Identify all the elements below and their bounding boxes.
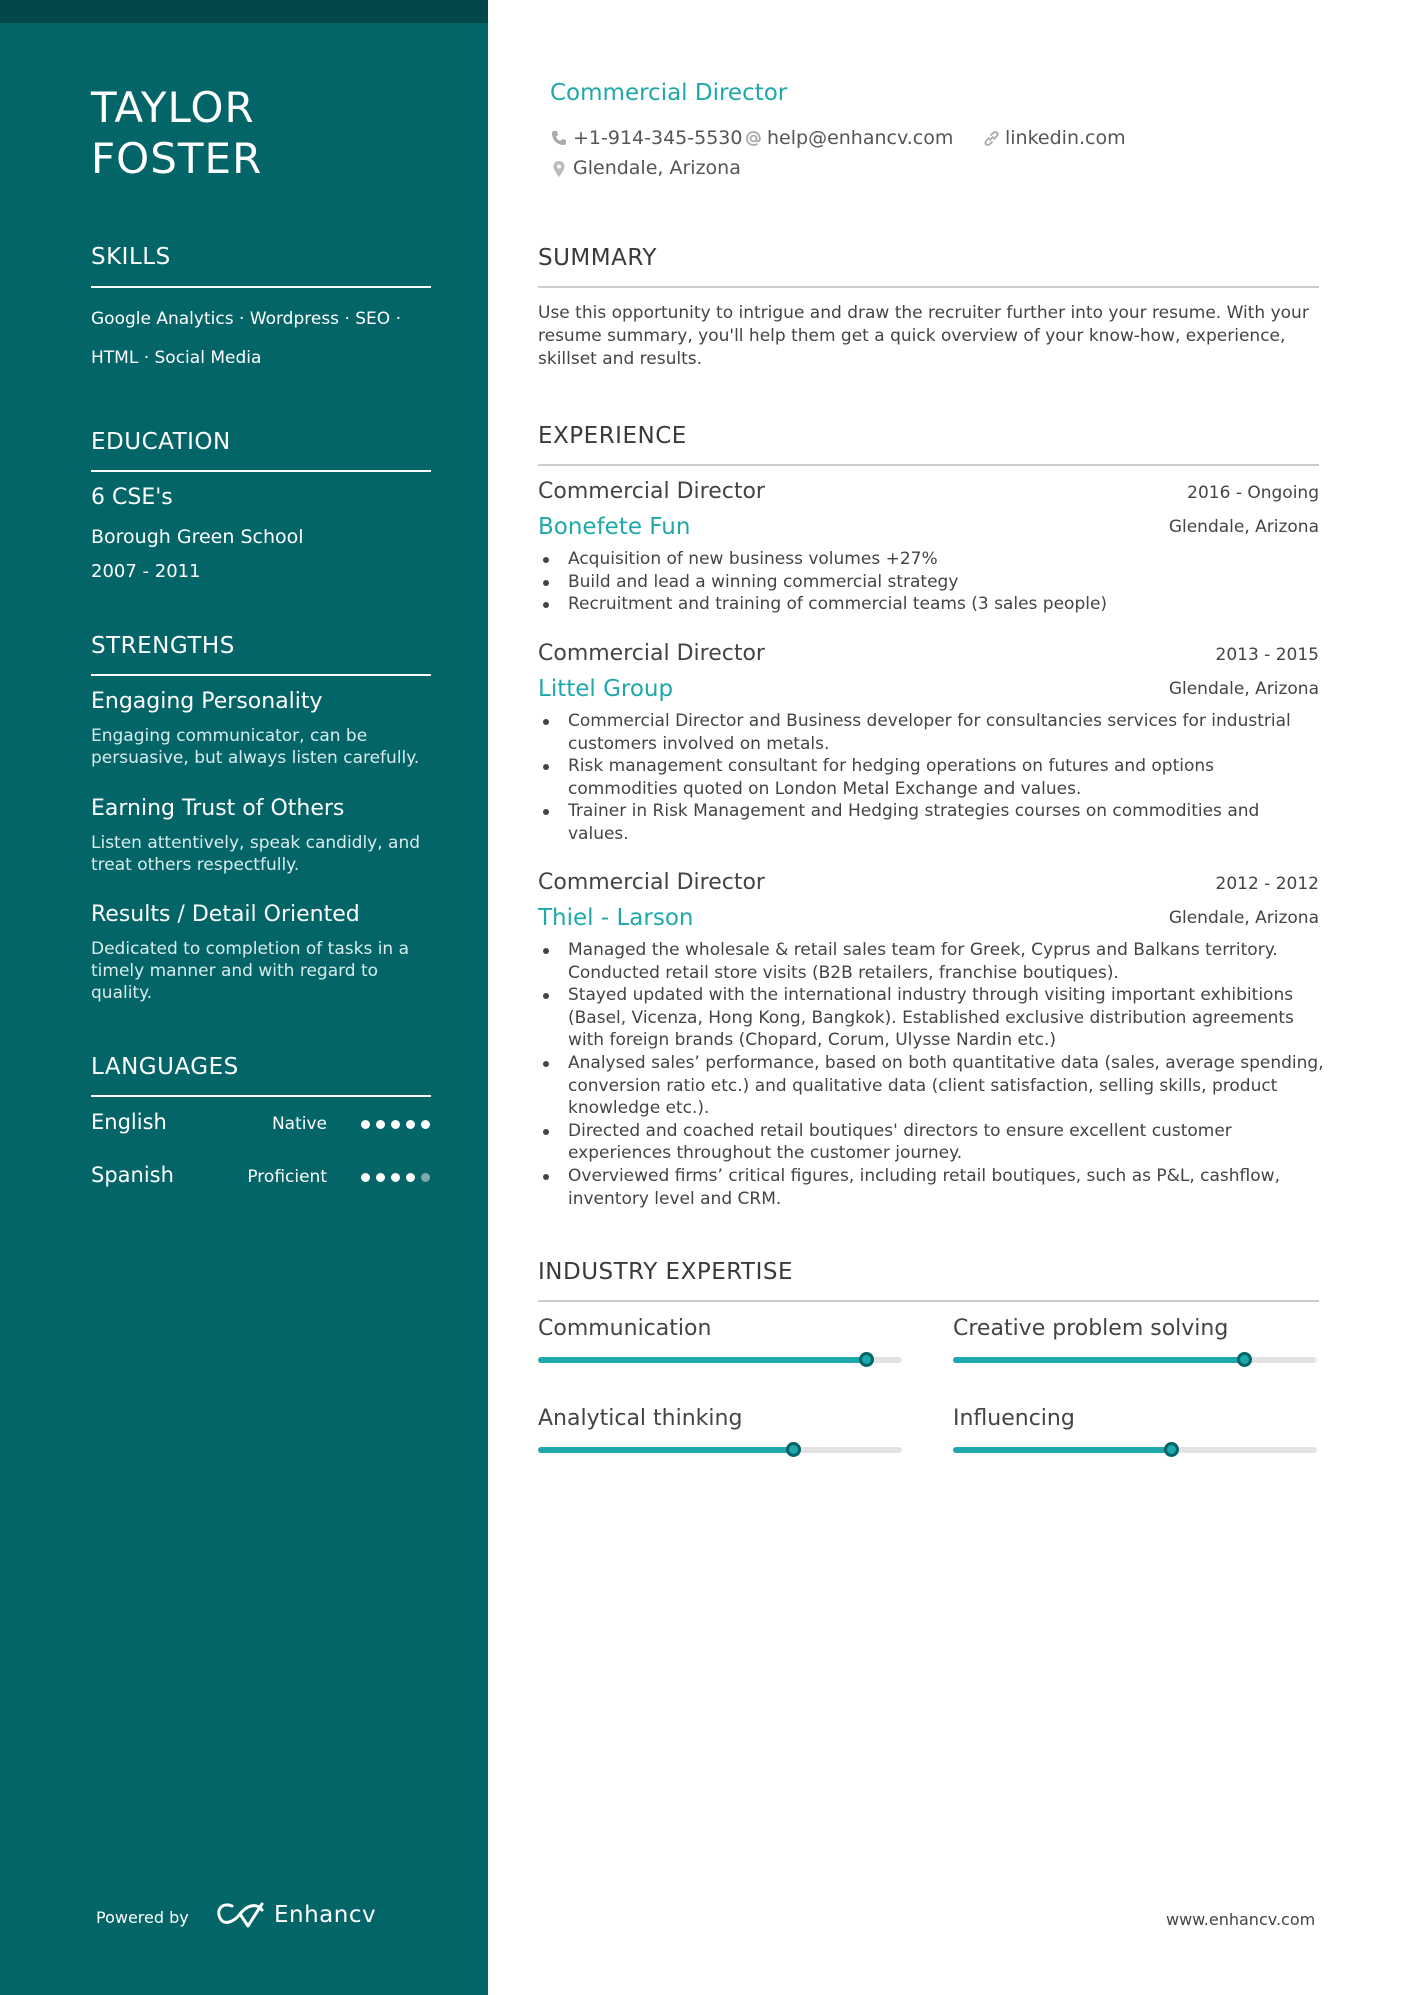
job-location: Glendale, Arizona bbox=[1168, 517, 1319, 537]
education-heading: EDUCATION bbox=[91, 429, 231, 455]
strengths-divider bbox=[91, 674, 431, 676]
summary-line: resume summary, you'll help them get a quick overview of your know-how, experience, bbox=[538, 326, 1286, 346]
job-bullets bbox=[538, 939, 1328, 1210]
education-years: 2007 - 2011 bbox=[91, 561, 201, 582]
strength-description-line: Engaging communicator, can be bbox=[91, 726, 368, 746]
strength-title: Earning Trust of Others bbox=[91, 796, 345, 821]
strength-description bbox=[91, 938, 436, 1004]
expertise-bar-knob bbox=[1237, 1352, 1252, 1367]
location-pin-icon bbox=[551, 160, 567, 178]
skills-heading: SKILLS bbox=[91, 244, 171, 270]
sidebar-top-band bbox=[0, 0, 488, 23]
expertise-bar bbox=[953, 1447, 1317, 1453]
strength-title: Engaging Personality bbox=[91, 689, 323, 714]
language-name: Spanish bbox=[91, 1163, 174, 1187]
job-bullet: Overviewed firms’ critical figures, including retail boutiques, such as P&L, cashflow, inventory level and CRM. bbox=[538, 1165, 1328, 1210]
job-bullet: Managed the wholesale & retail sales team for Greek, Cyprus and Balkans territory. Conducted retail store visits (B2B retailers, franchise boutiques). bbox=[538, 939, 1328, 984]
language-level: Proficient bbox=[247, 1167, 327, 1187]
expertise-label: Creative problem solving bbox=[953, 1316, 1229, 1341]
headline-title: Commercial Director bbox=[550, 80, 788, 106]
footer-website[interactable]: www.enhancv.com bbox=[1166, 1910, 1316, 1929]
expertise-label: Communication bbox=[538, 1316, 712, 1341]
rating-dot-filled bbox=[406, 1120, 415, 1129]
job-bullet: Acquisition of new business volumes +27% bbox=[538, 548, 1328, 571]
rating-dot-filled bbox=[391, 1173, 400, 1182]
expertise-bar-knob bbox=[786, 1442, 801, 1457]
enhancv-logo-text: Enhancv bbox=[274, 1902, 377, 1928]
rating-dot-filled bbox=[361, 1120, 370, 1129]
summary-line: skillset and results. bbox=[538, 349, 702, 369]
phone-icon bbox=[551, 130, 567, 146]
expertise-label: Analytical thinking bbox=[538, 1406, 743, 1431]
rating-dot-filled bbox=[361, 1173, 370, 1182]
at-icon bbox=[745, 130, 762, 147]
skills-divider bbox=[91, 286, 431, 288]
job-bullet: Build and lead a winning commercial strategy bbox=[538, 571, 1328, 594]
job-company: Littel Group bbox=[538, 676, 674, 702]
expertise-bar bbox=[953, 1357, 1317, 1363]
strength-title: Results / Detail Oriented bbox=[91, 902, 360, 927]
rating-dot-filled bbox=[376, 1120, 385, 1129]
experience-divider bbox=[538, 464, 1319, 466]
language-rating bbox=[361, 1173, 431, 1183]
expertise-bar-fill bbox=[953, 1357, 1244, 1363]
strength-description-line: quality. bbox=[91, 983, 153, 1003]
education-degree: 6 CSE's bbox=[91, 485, 173, 510]
language-row bbox=[91, 1163, 431, 1193]
job-bullets bbox=[538, 548, 1328, 616]
strength-description-line: Dedicated to completion of tasks in a bbox=[91, 939, 410, 959]
job-bullet: Stayed updated with the international industry through visiting important exhibitions (Basel, Vicenza, Hong Kong, Bangkok). Established exclusive distribution agreements with foreign brands (Chopard, Corum, Ulysse Nardin etc.) bbox=[538, 984, 1328, 1052]
expertise-label: Influencing bbox=[953, 1406, 1075, 1431]
education-school: Borough Green School bbox=[91, 526, 304, 548]
skills-line: HTML · Social Media bbox=[91, 348, 262, 368]
strength-description-line: timely manner and with regard to bbox=[91, 961, 379, 981]
enhancv-logo[interactable] bbox=[214, 1900, 377, 1934]
expertise-bar bbox=[538, 1357, 902, 1363]
rating-dot-filled bbox=[376, 1173, 385, 1182]
job-company: Thiel - Larson bbox=[538, 905, 694, 931]
strength-description-line: Listen attentively, speak candidly, and bbox=[91, 833, 421, 853]
expertise-bar bbox=[538, 1447, 902, 1453]
strengths-heading: STRENGTHS bbox=[91, 633, 235, 659]
languages-divider bbox=[91, 1095, 431, 1097]
expertise-bar-fill bbox=[538, 1447, 793, 1453]
summary-line: Use this opportunity to intrigue and draw the recruiter further into your resume. With your bbox=[538, 303, 1309, 323]
job-company: Bonefete Fun bbox=[538, 514, 691, 540]
summary-heading: SUMMARY bbox=[538, 245, 657, 271]
job-location: Glendale, Arizona bbox=[1168, 679, 1319, 699]
strength-description bbox=[91, 832, 436, 876]
expertise-bar-knob bbox=[859, 1352, 874, 1367]
summary-divider bbox=[538, 286, 1319, 288]
experience-heading: EXPERIENCE bbox=[538, 423, 687, 449]
rating-dot-filled bbox=[421, 1120, 430, 1129]
website-text: linkedin.com bbox=[1005, 127, 1126, 149]
skills-line: Google Analytics · Wordpress · SEO · bbox=[91, 309, 401, 329]
strength-description-line: persuasive, but always listen carefully. bbox=[91, 748, 420, 768]
job-bullet: Analysed sales’ performance, based on both quantitative data (sales, average spending, conversion ratio etc.) and qualitative data (client satisfaction, selling skills, product knowledge etc.). bbox=[538, 1052, 1328, 1120]
language-row bbox=[91, 1110, 431, 1140]
enhancv-logo-icon bbox=[214, 1900, 266, 1930]
languages-heading: LANGUAGES bbox=[91, 1054, 239, 1080]
expertise-bar-fill bbox=[538, 1357, 866, 1363]
language-rating bbox=[361, 1120, 431, 1130]
expertise-bar-fill bbox=[953, 1447, 1171, 1453]
language-name: English bbox=[91, 1110, 167, 1134]
job-role: Commercial Director bbox=[538, 479, 765, 504]
job-bullets bbox=[538, 710, 1318, 846]
job-bullet: Recruitment and training of commercial teams (3 sales people) bbox=[538, 593, 1328, 616]
rating-dot-filled bbox=[406, 1173, 415, 1182]
job-dates: 2016 - Ongoing bbox=[1187, 483, 1319, 503]
rating-dot-empty bbox=[421, 1173, 430, 1182]
education-divider bbox=[91, 470, 431, 472]
powered-by-label: Powered by bbox=[96, 1908, 189, 1927]
job-bullet: Risk management consultant for hedging operations on futures and options commodities quoted on London Metal Exchange and values. bbox=[538, 755, 1318, 800]
first-name: TAYLOR bbox=[91, 83, 255, 132]
rating-dot-filled bbox=[391, 1120, 400, 1129]
expertise-divider bbox=[538, 1300, 1319, 1302]
job-dates: 2013 - 2015 bbox=[1215, 645, 1319, 665]
phone-text: +1-914-345-5530 bbox=[573, 127, 743, 149]
expertise-bar-knob bbox=[1164, 1442, 1179, 1457]
link-icon bbox=[983, 130, 1000, 147]
candidate-name bbox=[91, 82, 262, 184]
job-bullet: Trainer in Risk Management and Hedging strategies courses on commodities and values. bbox=[538, 800, 1318, 845]
job-bullet: Directed and coached retail boutiques' directors to ensure excellent customer experiences throughout the customer journey. bbox=[538, 1120, 1328, 1165]
strength-description bbox=[91, 725, 436, 769]
language-level: Native bbox=[271, 1114, 327, 1134]
email-text: help@enhancv.com bbox=[767, 127, 954, 149]
location-text: Glendale, Arizona bbox=[573, 157, 741, 179]
job-role: Commercial Director bbox=[538, 641, 765, 666]
summary-text bbox=[538, 302, 1328, 371]
job-dates: 2012 - 2012 bbox=[1215, 874, 1319, 894]
job-bullet: Commercial Director and Business developer for consultancies services for industrial customers involved on metals. bbox=[538, 710, 1318, 755]
strength-description-line: treat others respectfully. bbox=[91, 855, 300, 875]
sidebar bbox=[0, 0, 488, 1995]
job-location: Glendale, Arizona bbox=[1168, 908, 1319, 928]
skills-list bbox=[91, 300, 431, 378]
last-name: FOSTER bbox=[91, 134, 263, 183]
expertise-heading: INDUSTRY EXPERTISE bbox=[538, 1259, 794, 1285]
job-role: Commercial Director bbox=[538, 870, 765, 895]
